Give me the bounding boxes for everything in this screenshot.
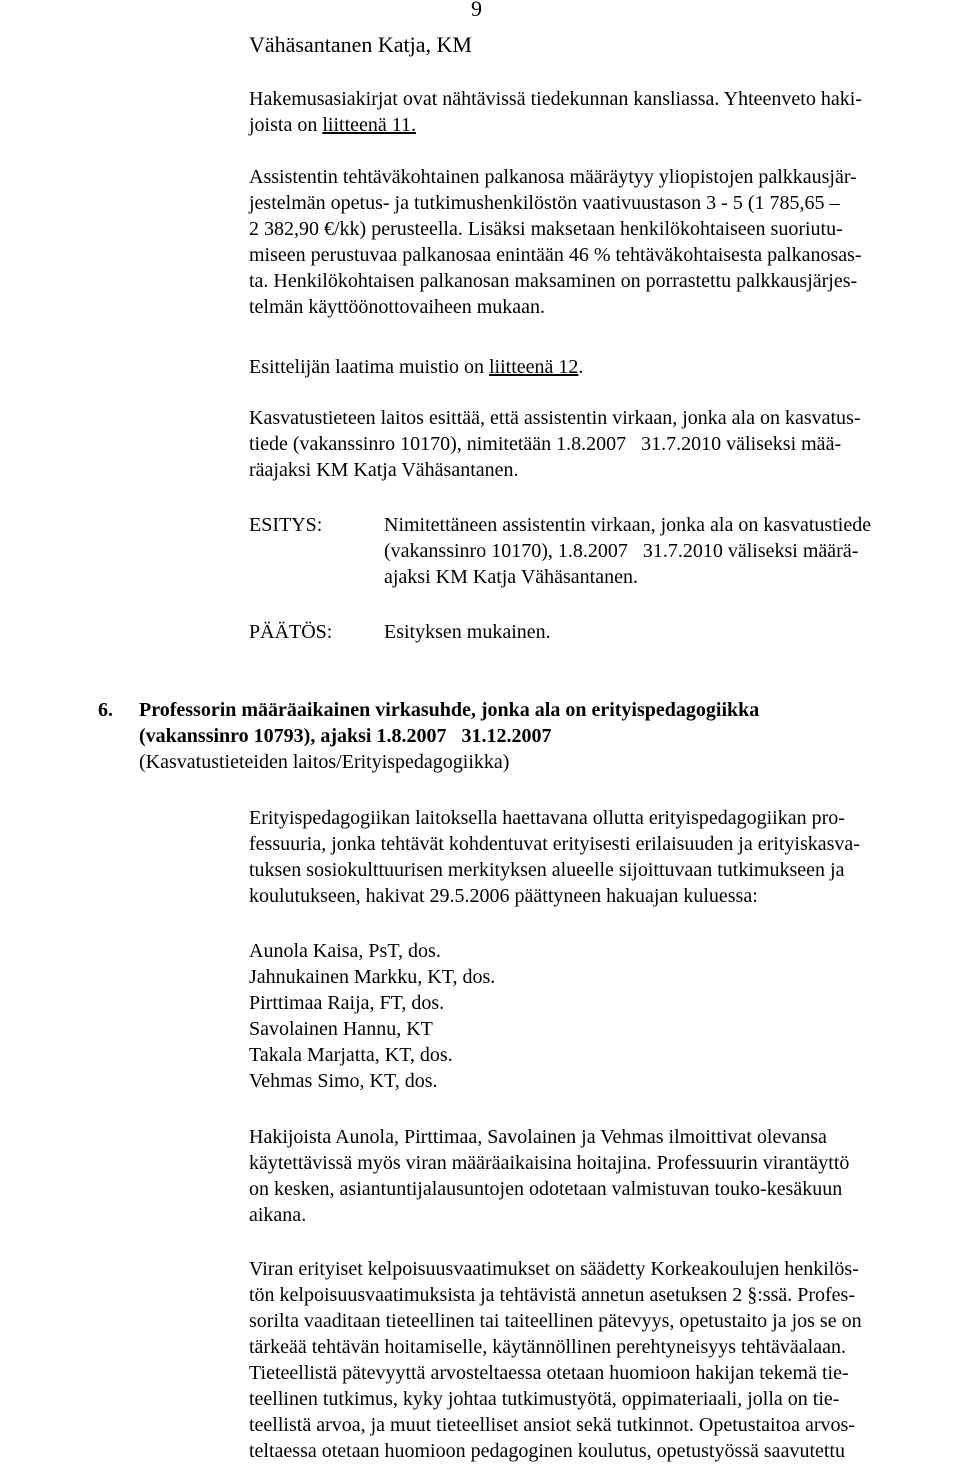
text-line: tärkeää tehtävän hoitamiselle, käytännöllinen perehtyneisyys tehtäväalaan. bbox=[249, 1336, 846, 1358]
section-title-line: (vakanssinro 10793), ajaksi 1.8.2007 31.12.2007 bbox=[139, 725, 552, 747]
text-line: telmän käyttöönottovaiheen mukaan. bbox=[249, 296, 546, 318]
list-item: Savolainen Hannu, KT bbox=[249, 1018, 433, 1040]
text-line: on kesken, asiantuntijalausuntojen odotetaan valmistuvan touko-kesäkuun bbox=[249, 1178, 843, 1200]
text-line: teltaessa otetaan huomioon pedagoginen koulutus, opetustyössä saavutettu bbox=[249, 1440, 845, 1462]
text-line: Kasvatustieteen laitos esittää, että assistentin virkaan, jonka ala on kasvatus- bbox=[249, 407, 861, 429]
text-prefix: Esittelijän laatima muistio on bbox=[249, 356, 489, 378]
text-line: Hakijoista Aunola, Pirttimaa, Savolainen ja Vehmas ilmoittivat olevansa bbox=[249, 1126, 827, 1148]
text-line: tiede (vakanssinro 10170), nimitetään 1.8.2007 31.7.2010 väliseksi mää- bbox=[249, 433, 842, 455]
page-number: 9 bbox=[471, 0, 482, 21]
section-number: 6. bbox=[98, 699, 113, 721]
esitys-label: ESITYS: bbox=[249, 514, 323, 536]
text-line: räajaksi KM Katja Vähäsantanen. bbox=[249, 459, 519, 481]
text-line: Hakemusasiakirjat ovat nähtävissä tiedekunnan kansliassa. Yhteenveto haki- bbox=[249, 88, 862, 110]
text-line: fessuuria, jonka tehtävät kohdentuvat erityisesti erilaisuuden ja erityiskasva- bbox=[249, 833, 860, 855]
header-name: Vähäsantanen Katja, KM bbox=[249, 32, 472, 57]
section-subtitle: (Kasvatustieteiden laitos/Erityispedagogiikka) bbox=[139, 751, 510, 773]
text-suffix: . bbox=[578, 356, 584, 378]
text-line: teellistä arvoa, ja muut tieteelliset ansiot sekä tutkinnot. Opetustaitoa arvos- bbox=[249, 1414, 855, 1436]
paatos-text: Esityksen mukainen. bbox=[384, 621, 551, 643]
text-line: 2 382,90 €/kk) perusteella. Lisäksi maksetaan henkilökohtaiseen suoriutu- bbox=[249, 218, 843, 240]
list-item: Vehmas Simo, KT, dos. bbox=[249, 1070, 438, 1092]
text-line: koulutukseen, hakivat 29.5.2006 päättyneen hakuajan kuluessa: bbox=[249, 885, 758, 907]
section-title-line: Professorin määräaikainen virkasuhde, jonka ala on erityispedagogiikka bbox=[139, 699, 760, 721]
text-prefix: joista on bbox=[249, 114, 323, 136]
text-line: jestelmän opetus- ja tutkimushenkilöstön vaativuustason 3 - 5 (1 785,65 – bbox=[249, 192, 840, 214]
attachment-link-11[interactable]: liitteenä 11. bbox=[322, 114, 417, 136]
list-item: Aunola Kaisa, PsT, dos. bbox=[249, 940, 441, 962]
text-line: Assistentin tehtäväkohtainen palkanosa määräytyy yliopistojen palkkausjär- bbox=[249, 166, 857, 188]
esitys-line: Nimitettäneen assistentin virkaan, jonka ala on kasvatustiede bbox=[384, 514, 872, 536]
text-line: käytettävissä myös viran määräaikaisina hoitajina. Professuurin virantäyttö bbox=[249, 1152, 850, 1174]
text-line: sorilta vaaditaan tieteellinen tai taiteellinen pätevyys, opetustaito ja jos se on bbox=[249, 1310, 862, 1332]
text-line: miseen perustuvaa palkanosaa enintään 46 % tehtäväkohtaisesta palkanosas- bbox=[249, 244, 862, 266]
text-line: Erityispedagogiikan laitoksella haettavana ollutta erityispedagogiikan pro- bbox=[249, 807, 845, 829]
list-item: Takala Marjatta, KT, dos. bbox=[249, 1044, 453, 1066]
paragraph-memo bbox=[249, 354, 583, 380]
text-line: aikana. bbox=[249, 1204, 307, 1226]
attachment-link-12[interactable]: liitteenä 12 bbox=[488, 356, 579, 378]
esitys-line: ajaksi KM Katja Vähäsantanen. bbox=[384, 566, 638, 588]
text-line bbox=[249, 112, 416, 138]
text-line: Tieteellistä pätevyyttä arvosteltaessa otetaan huomioon hakijan tekemä tie- bbox=[249, 1362, 849, 1384]
text-line: tön kelpoisuusvaatimuksista ja tehtävistä annetun asetuksen 2 §:ssä. Profes- bbox=[249, 1284, 855, 1306]
text-line: teellinen tutkimus, kyky johtaa tutkimustyötä, oppimateriaali, jolla on tie- bbox=[249, 1388, 840, 1410]
text-line: tuksen sosiokulttuurisen merkityksen alueelle sijoittuvaan tutkimukseen ja bbox=[249, 859, 845, 881]
list-item: Pirttimaa Raija, FT, dos. bbox=[249, 992, 445, 1014]
esitys-line: (vakanssinro 10170), 1.8.2007 31.7.2010 väliseksi määrä- bbox=[384, 540, 859, 562]
text-line: ta. Henkilökohtaisen palkanosan maksaminen on porrastettu palkkausjärjes- bbox=[249, 270, 858, 292]
paatos-label: PÄÄTÖS: bbox=[249, 621, 333, 643]
text-line: Viran erityiset kelpoisuusvaatimukset on säädetty Korkeakoulujen henkilös- bbox=[249, 1258, 859, 1280]
list-item: Jahnukainen Markku, KT, dos. bbox=[249, 966, 496, 988]
